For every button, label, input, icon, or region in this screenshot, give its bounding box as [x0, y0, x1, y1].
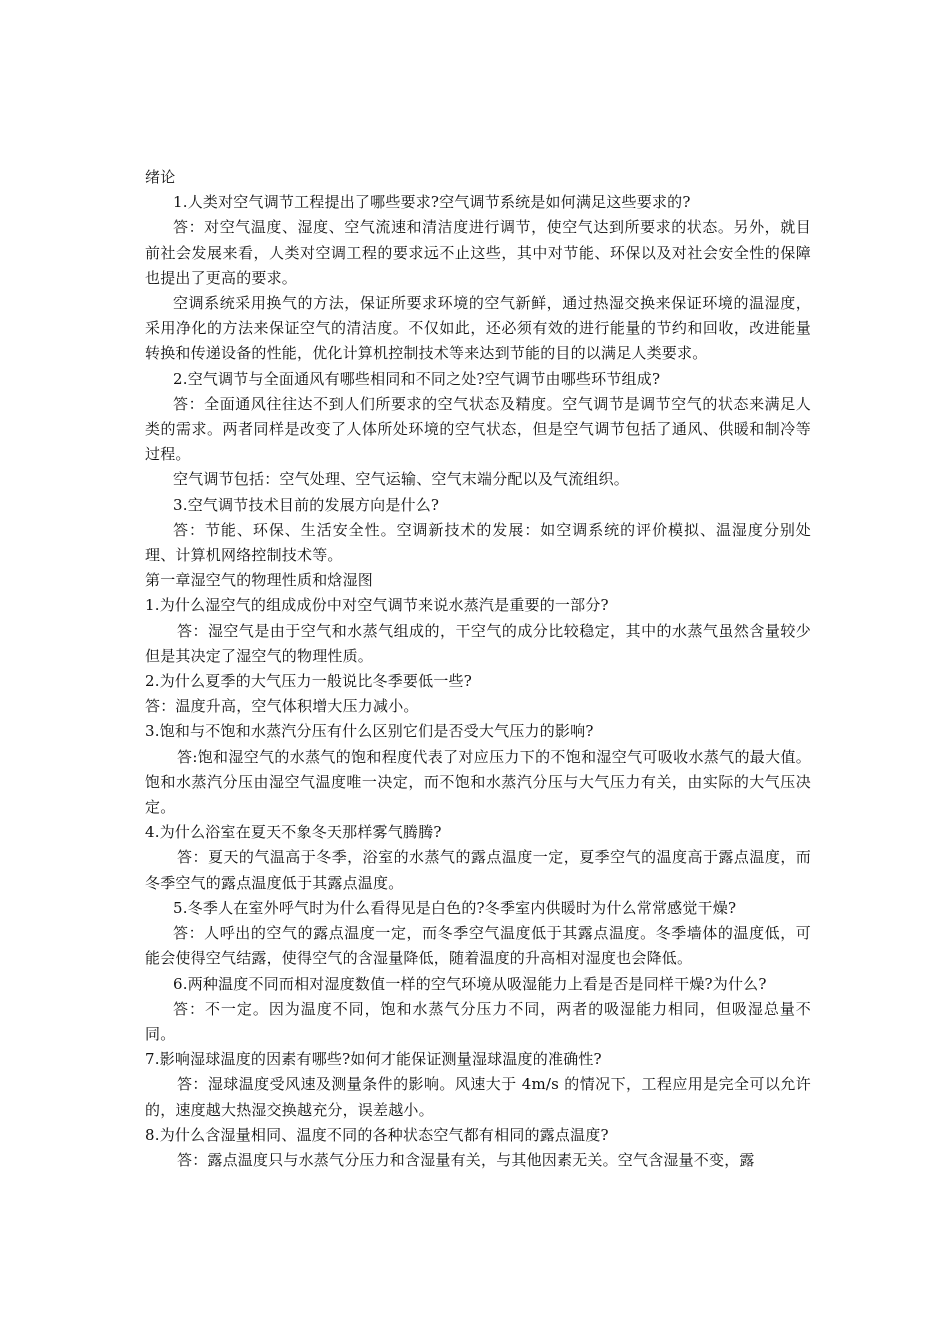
question-paragraph: 3.空气调节技术目前的发展方向是什么? — [173, 495, 440, 514]
question-paragraph: 8.为什么含湿量相同、温度不同的各种状态空气都有相同的露点温度? — [145, 1125, 609, 1144]
answer-paragraph: 答：节能、环保、生活安全性。空调新技术的发展：如空调系统的评价模拟、温湿度分别处理、计算机网络控制技术等。 — [145, 520, 811, 565]
question-paragraph: 3.饱和与不饱和水蒸汽分压有什么区别它们是否受大气压力的影响? — [145, 722, 594, 741]
answer-paragraph: 答：夏天的气温高于冬季，浴室的水蒸气的露点温度一定，夏季空气的温度高于露点温度，而冬季空气的露点温度低于其露点温度。 — [145, 848, 811, 892]
section-heading: 绪论 — [145, 168, 176, 186]
question-paragraph: 1.人类对空气调节工程提出了哪些要求?空气调节系统是如何满足这些要求的? — [173, 193, 691, 212]
document-page — [145, 165, 811, 1173]
question-paragraph: 7.影响湿球温度的因素有哪些?如何才能保证测量湿球温度的准确性? — [145, 1050, 602, 1069]
answer-paragraph: 空调系统采用换气的方法，保证所要求环境的空气新鲜，通过热湿交换来保证环境的温湿度，采用净化的方法来保证空气的清洁度。不仅如此，还必须有效的进行能量的节约和回收，改进能量转换和传递设备的性能，优化计算机控制技术等来达到节能的目的以满足人类要求。 — [145, 294, 811, 363]
chapter-heading: 第一章湿空气的物理性质和焓湿图 — [145, 571, 374, 590]
answer-paragraph: 答：湿空气是由于空气和水蒸气组成的，干空气的成分比较稳定，其中的水蒸气虽然含量较少但是其决定了湿空气的物理性质。 — [145, 621, 811, 665]
answer-paragraph: 答：不一定。因为温度不同，饱和水蒸气分压力不同，两者的吸湿能力相同，但吸湿总量不同。 — [145, 999, 811, 1043]
answer-paragraph: 答：全面通风往往达不到人们所要求的空气状态及精度。空气调节是调节空气的状态来满足人类的需求。两者同样是改变了人体所处环境的空气状态，但是空气调节包括了通风、供暖和制冷等过程。 — [145, 394, 811, 464]
answer-paragraph: 答：湿球温度受风速及测量条件的影响。风速大于 4m/s 的情况下，工程应用是完全可以允许的，速度越大热湿交换越充分，误差越小。 — [145, 1075, 811, 1119]
answer-paragraph: 答：温度升高，空气体积增大压力减小。 — [145, 697, 419, 716]
question-paragraph: 2.空气调节与全面通风有哪些相同和不同之处?空气调节由哪些环节组成? — [173, 369, 661, 388]
question-paragraph: 2.为什么夏季的大气压力一般说比冬季要低一些? — [145, 672, 472, 691]
answer-paragraph: 答：人呼出的空气的露点温度一定，而冬季空气温度低于其露点温度。冬季墙体的温度低，可能会使得空气结露，使得空气的含湿量降低，随着温度的升高相对湿度也会降低。 — [145, 924, 811, 968]
question-paragraph: 1.为什么湿空气的组成成份中对空气调节来说水蒸汽是重要的一部分? — [145, 596, 609, 615]
answer-paragraph: 答:饱和湿空气的水蒸气的饱和程度代表了对应压力下的不饱和湿空气可吸收水蒸气的最大值。饱和水蒸汽分压由湿空气温度唯一决定，而不饱和水蒸汽分压与大气压力有关，由实际的大气压决定。 — [145, 747, 811, 817]
answer-paragraph: 空气调节包括：空气处理、空气运输、空气末端分配以及气流组织。 — [173, 470, 630, 489]
question-paragraph: 4.为什么浴室在夏天不象冬天那样雾气腾腾? — [145, 823, 442, 842]
answer-paragraph: 答：对空气温度、湿度、空气流速和清洁度进行调节，使空气达到所要求的状态。另外，就目前社会发展来看，人类对空调工程的要求远不止这些，其中对节能、环保以及对社会安全性的保障也提出了更高的要求。 — [145, 218, 811, 287]
question-paragraph: 6.两种温度不同而相对湿度数值一样的空气环境从吸湿能力上看是否是同样干燥?为什么? — [173, 974, 767, 993]
question-paragraph: 5.冬季人在室外呼气时为什么看得见是白色的?冬季室内供暖时为什么常常感觉干燥? — [173, 898, 737, 917]
answer-paragraph: 答：露点温度只与水蒸气分压力和含湿量有关，与其他因素无关。空气含湿量不变，露 — [177, 1150, 755, 1169]
